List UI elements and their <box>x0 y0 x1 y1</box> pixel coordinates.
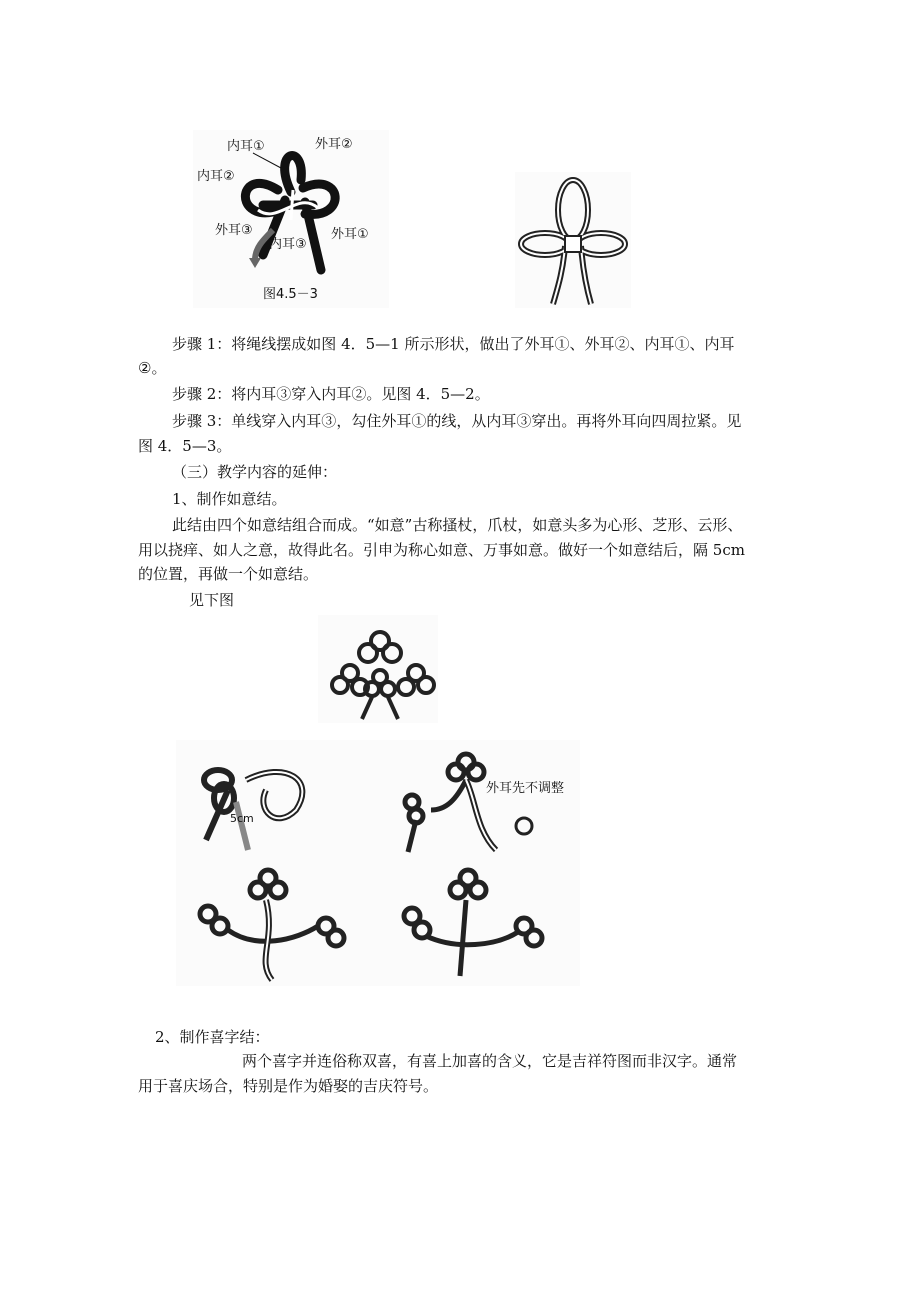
xi-paragraph: 两个喜字并连俗称双喜，有喜上加喜的含义，它是吉祥符图而非汉字。通常 <box>242 1052 738 1070</box>
figure-process-steps <box>176 740 580 986</box>
step-1: 步骤 1：将绳线摆成如图 4．5—1 所示形状，做出了外耳①、外耳②、内耳①、内耳 <box>172 335 735 353</box>
item-2-heading: 2、制作喜字结： <box>155 1028 270 1046</box>
label-inner-ear-2: 内耳② <box>197 169 235 184</box>
step-1-cont: ②。 <box>138 359 167 377</box>
label-outer-ear-2: 外耳② <box>315 137 353 152</box>
item-1-heading: 1、制作如意结。 <box>172 490 287 508</box>
label-inner-ear-1: 内耳① <box>227 139 265 154</box>
label-outer-ear-1: 外耳① <box>331 227 369 242</box>
figure-caption: 图4.5－3 <box>263 287 318 302</box>
step-3: 步骤 3：单线穿入内耳③，勾住外耳①的线，从内耳③穿出。再将外耳向四周拉紧。见 <box>172 412 742 430</box>
ruyi-knot-drawing <box>515 172 631 308</box>
label-outer-ear-unadjusted: 外耳先不调整 <box>486 781 565 796</box>
label-outer-ear-3: 外耳③ <box>215 223 253 238</box>
process-drawing <box>176 740 580 986</box>
label-5cm: 5cm <box>230 812 254 825</box>
ruyi-paragraph: 此结由四个如意结组合而成。“如意”古称搔杖，爪杖，如意头多为心形、芝形、云形、 <box>172 516 743 534</box>
step-2: 步骤 2：将内耳③穿入内耳②。见图 4．5—2。 <box>172 385 490 403</box>
ruyi-paragraph-cont-2: 的位置，再做一个如意结。 <box>138 565 319 583</box>
step-3-cont: 图 4．5—3。 <box>138 437 232 455</box>
label-inner-ear-3: 内耳③ <box>269 237 307 252</box>
xi-paragraph-cont: 用于喜庆场合，特别是作为婚娶的吉庆符号。 <box>138 1077 439 1095</box>
section-3-heading: （三）教学内容的延伸： <box>172 463 338 481</box>
figure-4-5-3 <box>193 130 389 308</box>
see-below: 见下图 <box>189 591 235 609</box>
figure-finished-knot <box>515 172 631 308</box>
figure-four-ruyi-knots <box>318 615 438 723</box>
knot-diagram-labelled <box>193 130 389 308</box>
four-knot-drawing <box>318 615 438 723</box>
ruyi-paragraph-cont-1: 用以挠痒、如人之意，故得此名。引申为称心如意、万事如意。做好一个如意结后，隔 5cm <box>138 541 745 559</box>
